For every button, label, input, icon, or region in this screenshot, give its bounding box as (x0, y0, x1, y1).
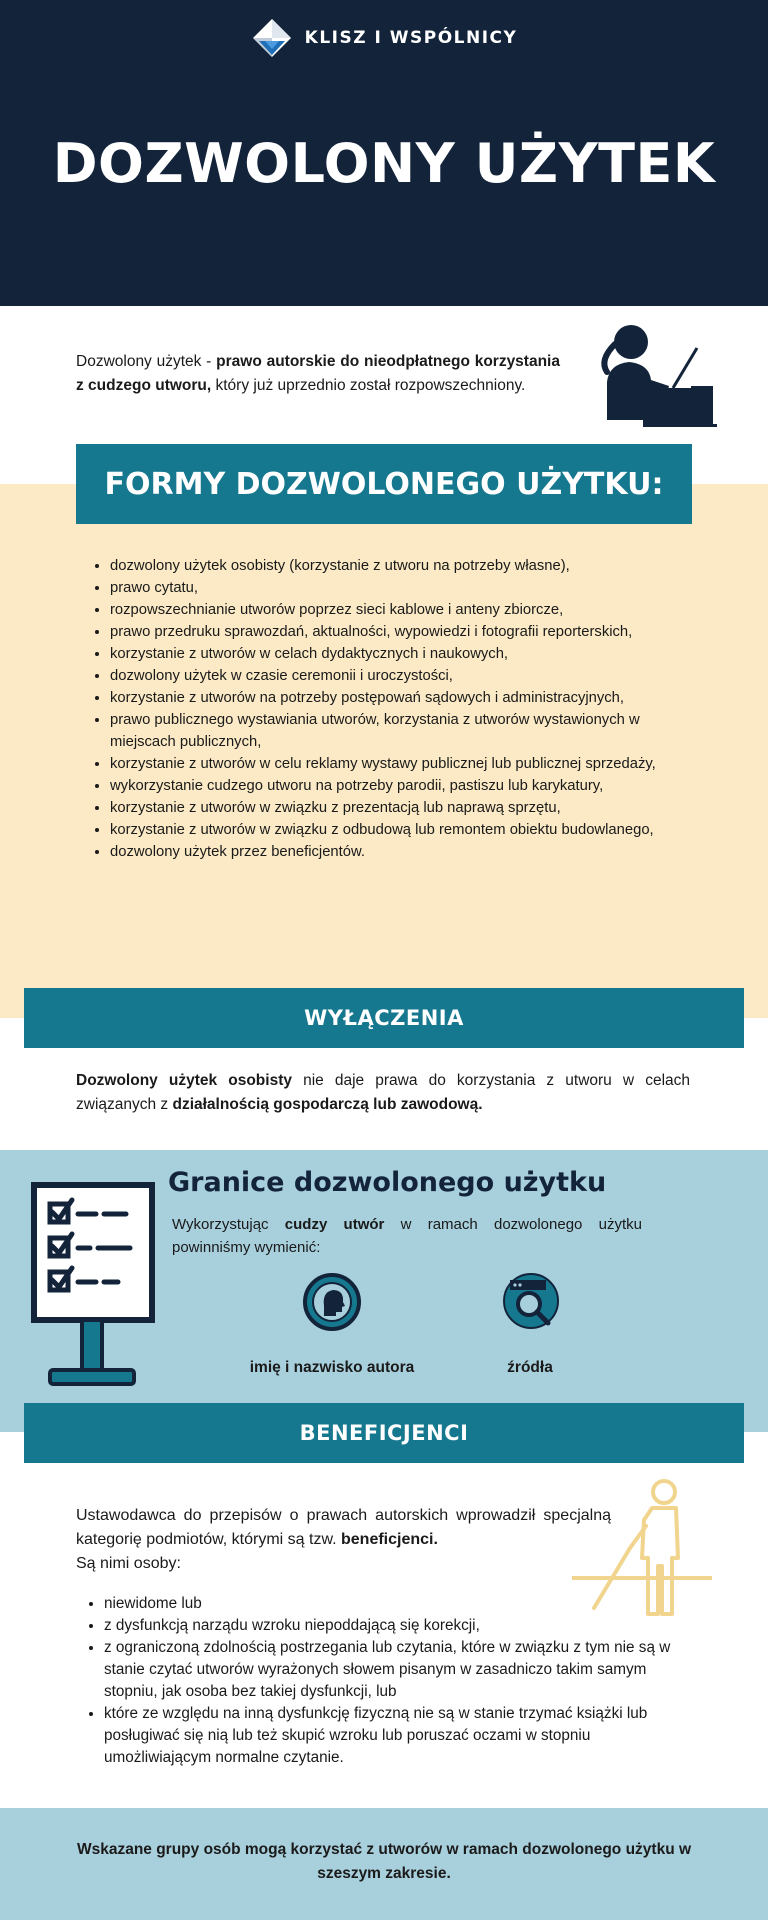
list-item: • prawo przedruku sprawozdań, aktualności, wypowiedzi i fotografii reporterskich, (110, 621, 692, 643)
limits-text: Wykorzystując cudzy utwór w ramach dozwolonego użytku powinniśmy wymienić: (172, 1216, 642, 1256)
forms-heading-box (76, 444, 692, 524)
list-item: • wykorzystanie cudzego utworu na potrzeby parodii, pastiszu lub karykatury, (110, 775, 692, 797)
author-head-icon (302, 1272, 362, 1332)
list-item: • korzystanie z utworów na potrzeby postępowań sądowych i administracyjnych, (110, 687, 692, 709)
brand-logo (0, 16, 768, 60)
list-item: • prawo publicznego wystawiania utworów, korzystania z utworów wystawionych w miejscach publicznych, (110, 709, 692, 753)
list-item: • korzystanie z utworów w celach dydaktycznych i naukowych, (110, 643, 692, 665)
exclusions-heading: WYŁĄCZENIA (304, 1006, 464, 1030)
diamond-logo-icon (251, 17, 293, 59)
list-item: • korzystanie z utworów w związku z prezentacją lub naprawą sprzętu, (110, 797, 692, 819)
source-search-icon (502, 1272, 560, 1330)
brand-name: KLISZ I WSPÓLNICY (304, 28, 518, 48)
forms-list (92, 555, 692, 863)
page-title: DOZWOLONY UŻYTEK (52, 132, 716, 195)
checklist-board-icon (26, 1180, 158, 1390)
limits-heading: Granice dozwolonego użytku (168, 1167, 607, 1198)
source-label: źródła (507, 1359, 553, 1376)
footer-text: Wskazane grupy osób mogą korzystać z utworów w ramach dozwolonego użytku w szeszym zakresie. (76, 1841, 692, 1882)
author-label: imię i nazwisko autora (249, 1359, 415, 1376)
list-item: • z dysfunkcją narządu wzroku niepoddającą się korekcji, (104, 1615, 692, 1637)
list-item: • z ograniczoną zdolnością postrzegania lub czytania, które w związku z tym nie są w stanie czytać utworów wyrażonych słowem pisanym w zasadniczo takim samym stopniu, jak osoba bez takiej dysfunkcji, lub (104, 1637, 692, 1703)
list-item: • korzystanie z utworów w związku z odbudową lub remontem obiektu budowlanego, (110, 819, 692, 841)
list-item: • niewidome lub (104, 1593, 692, 1615)
list-item: • dozwolony użytek osobisty (korzystanie z utworu na potrzeby własne), (110, 555, 692, 577)
forms-heading: FORMY DOZWOLONEGO UŻYTKU: (104, 466, 664, 502)
beneficiaries-heading: BENEFICJENCI (299, 1421, 469, 1445)
intro-text: Dozwolony użytek - prawo autorskie do nieodpłatnego korzystania z cudzego utworu, który już uprzednio został rozpowszechniony. (76, 353, 560, 394)
beneficiaries-heading-bar (24, 1403, 744, 1463)
list-item: • dozwolony użytek w czasie ceremonii i uroczystości, (110, 665, 692, 687)
beneficiaries-list (86, 1593, 692, 1769)
beneficiaries-subtext: Są nimi osoby: (76, 1555, 181, 1572)
list-item: • dozwolony użytek przez beneficjentów. (110, 841, 692, 863)
person-at-laptop-icon (585, 320, 720, 430)
list-item: • rozpowszechnianie utworów poprzez sieci kablowe i anteny zbiorcze, (110, 599, 692, 621)
beneficiaries-text: Ustawodawca do przepisów o prawach autorskich wprowadził specjalną kategorię podmiotów, którymi są tzw. beneficjenci. (76, 1507, 611, 1548)
list-item: • korzystanie z utworów w celu reklamy wystawy publicznej lub publicznej sprzedaży, (110, 753, 692, 775)
exclusions-heading-bar (24, 988, 744, 1048)
list-item: • które ze względu na inną dysfunkcję fizyczną nie są w stanie trzymać książki lub posługiwać się nią lub też skupić wzroku lub poruszać oczami w stopniu umożliwiającym normalne czytanie. (104, 1703, 692, 1769)
exclusions-text: Dozwolony użytek osobisty nie daje prawa do korzystania z utworu w celach związanych z działalnością gospodarczą lub zawodową. (76, 1072, 690, 1113)
list-item: • prawo cytatu, (110, 577, 692, 599)
